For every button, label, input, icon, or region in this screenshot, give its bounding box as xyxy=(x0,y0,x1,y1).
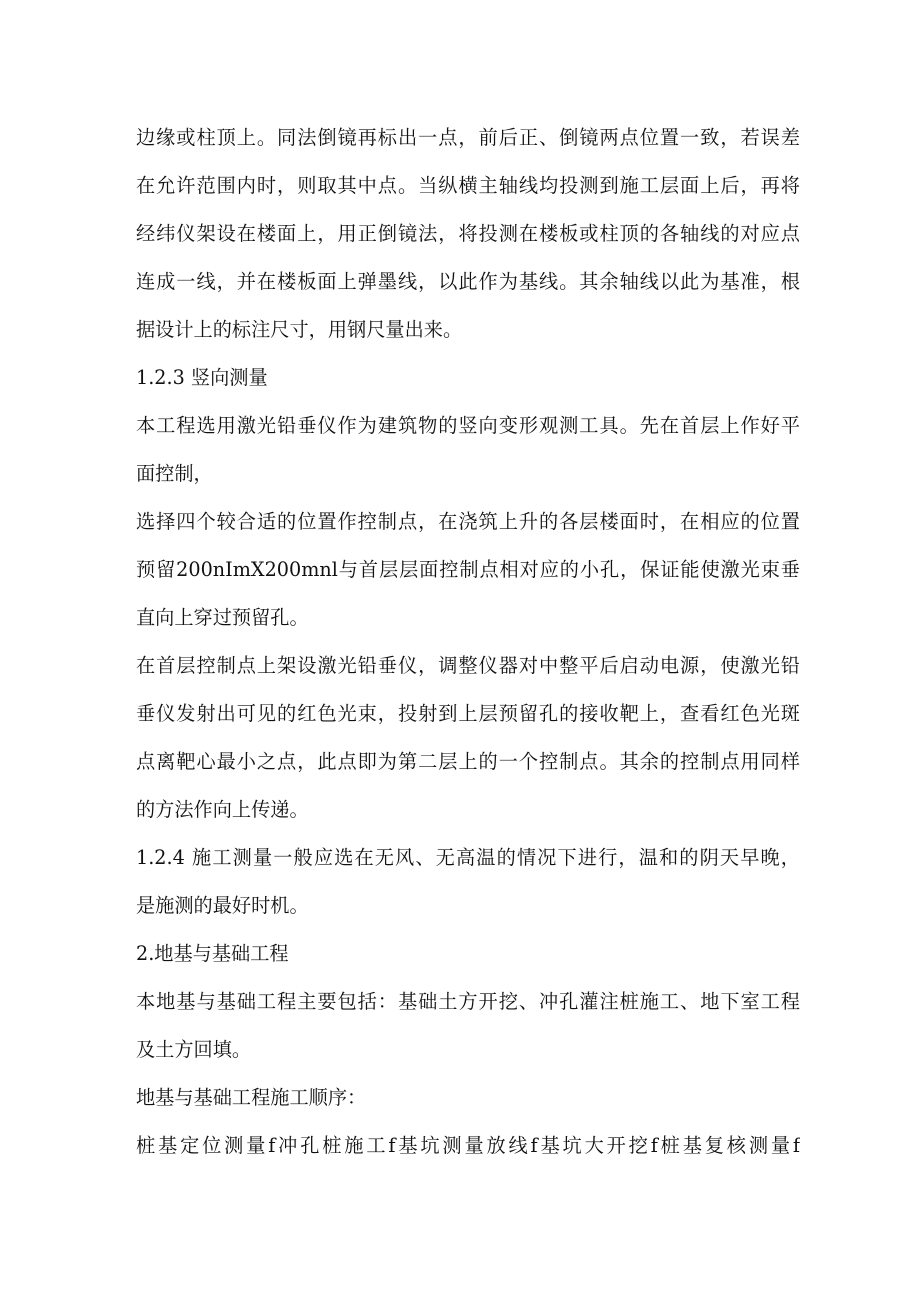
text-line: 点离靶心最小之点，此点即为第二层上的一个控制点。其余的控制点用同样 xyxy=(136,750,800,773)
text-line: 在允许范围内时，则取其中点。当纵横主轴线均投测到施工层面上后，再将 xyxy=(136,174,800,197)
text-line: 据设计上的标注尺寸，用钢尺量出来。 xyxy=(136,318,463,341)
text-line: 在首层控制点上架设激光铅垂仪，调整仪器对中整平后启动电源，使激光铅 xyxy=(136,654,800,677)
text-line: 直向上穿过预留孔。 xyxy=(136,606,309,629)
text-line: 面控制， xyxy=(136,462,213,485)
text-line: 是施测的最好时机。 xyxy=(136,894,309,917)
text-line: 1.2.4 施工测量一般应选在无风、无高温的情况下进行，温和的阴天早晚， xyxy=(136,846,800,869)
section-heading: 1.2.3 竖向测量 xyxy=(136,366,268,389)
section-heading: 2.地基与基础工程 xyxy=(136,942,289,965)
text-line: 预留200nImX200mnl与首层层面控制点相对应的小孔，保证能使激光束垂 xyxy=(136,558,800,581)
text-line: 本地基与基础工程主要包括：基础土方开挖、冲孔灌注桩施工、地下室工程 xyxy=(136,990,800,1013)
text-line: 本工程选用激光铅垂仪作为建筑物的竖向变形观测工具。先在首层上作好平 xyxy=(136,414,800,437)
text-line: 连成一线，并在楼板面上弹墨线，以此作为基线。其余轴线以此为基准，根 xyxy=(136,270,800,293)
text-line: 的方法作向上传递。 xyxy=(136,798,309,821)
text-line: 桩基定位测量f冲孔桩施工f基坑测量放线f基坑大开挖f桩基复核测量f xyxy=(136,1134,800,1157)
text-line: 选择四个较合适的位置作控制点，在浇筑上升的各层楼面时，在相应的位置 xyxy=(136,510,800,533)
text-line: 经纬仪架设在楼面上，用正倒镜法，将投测在楼板或柱顶的各轴线的对应点 xyxy=(136,222,800,245)
text-line: 及土方回填。 xyxy=(136,1038,252,1061)
text-line: 地基与基础工程施工顺序： xyxy=(136,1086,367,1109)
text-line: 边缘或柱顶上。同法倒镜再标出一点，前后正、倒镜两点位置一致，若误差 xyxy=(136,126,800,149)
document-body xyxy=(136,114,800,1170)
text-line: 垂仪发射出可见的红色光束，投射到上层预留孔的接收靶上，查看红色光斑 xyxy=(136,702,800,725)
